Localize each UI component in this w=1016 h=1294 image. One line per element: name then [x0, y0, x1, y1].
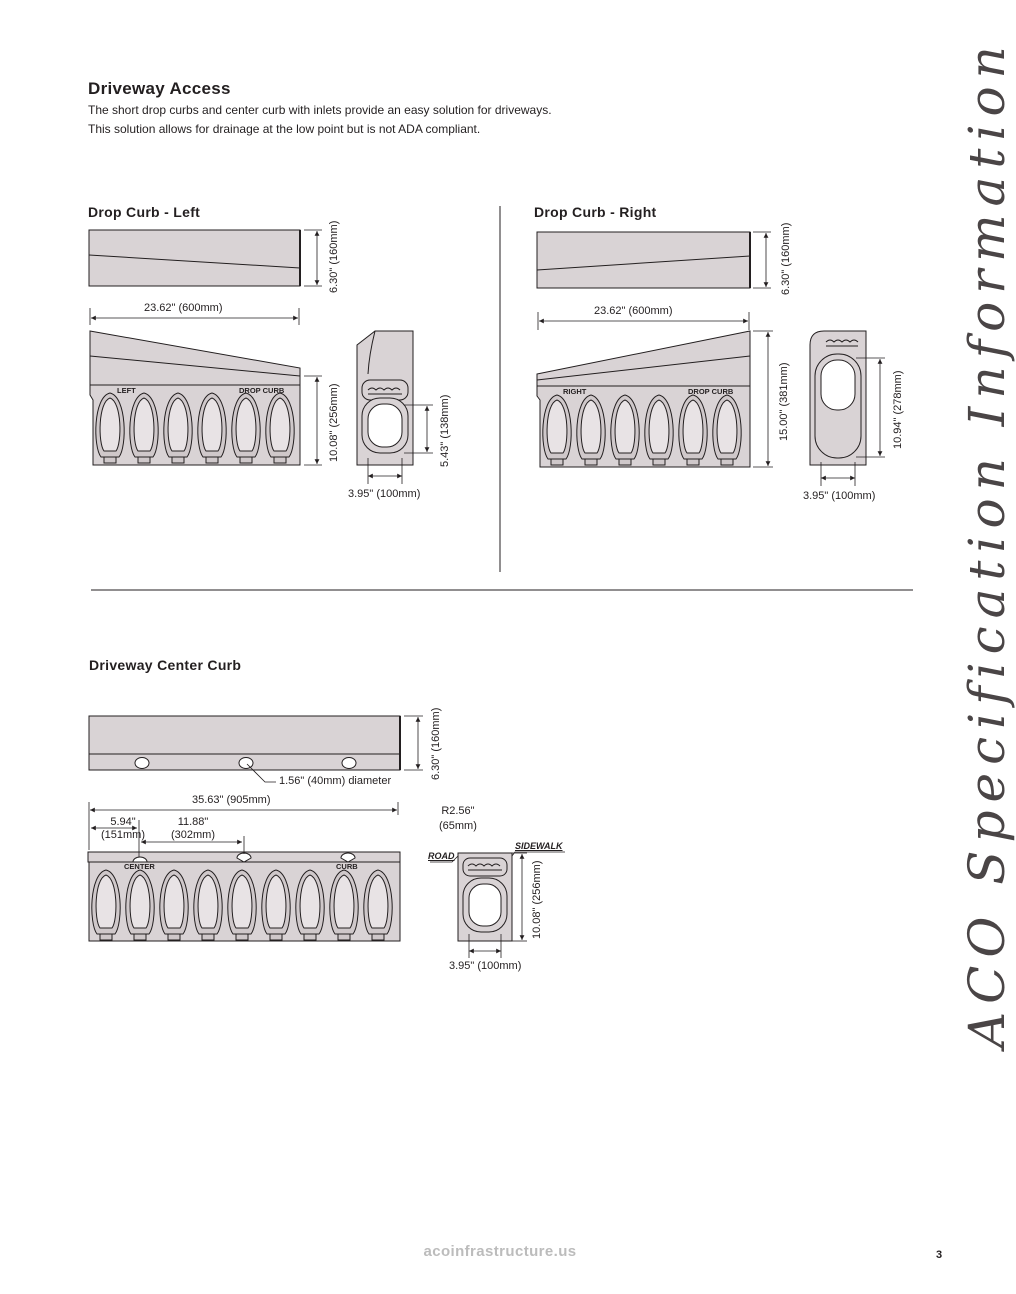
center-tag-curb: CURB: [336, 862, 358, 871]
center-title: Driveway Center Curb: [89, 657, 242, 673]
drop-left-width: 3.95" (100mm): [348, 488, 421, 500]
center-tag-center: CENTER: [124, 862, 155, 871]
page-number: 3: [936, 1249, 943, 1261]
inlet-slot-base: [653, 459, 665, 465]
drop-left-length: 23.62" (600mm): [144, 302, 223, 314]
footer-url[interactable]: acoinfrastructure.us: [423, 1243, 577, 1260]
inlet-slot-base: [206, 457, 218, 463]
inlet-slot-base: [721, 459, 733, 465]
inlet-slot-base: [338, 934, 350, 940]
inlet-slot-inner: [368, 875, 388, 928]
center-section: [458, 853, 512, 941]
center-height-top: 6.30" (160mm): [430, 707, 442, 780]
drop-right-title: Drop Curb - Right: [534, 204, 657, 220]
inlet-slot-base: [104, 457, 116, 463]
inlet-slot-base: [168, 934, 180, 940]
inlet-slot-base: [372, 934, 384, 940]
drop-right-tag-drop: DROP CURB: [688, 387, 734, 396]
intro-line-1: The short drop curbs and center curb with inlets provide an easy solution for driveways.: [88, 103, 552, 117]
drop-right-length: 23.62" (600mm): [594, 305, 673, 317]
drop-left-height-side: 10.08" (256mm): [328, 383, 340, 462]
drop-right-height-top: 6.30" (160mm): [780, 222, 792, 295]
inlet-slot-inner: [130, 875, 150, 928]
drop-right-height-side: 15.00" (381mm): [778, 362, 790, 441]
center-top-view: [89, 716, 400, 770]
inlet-slot-base: [138, 457, 150, 463]
inlet-slot-inner: [134, 398, 154, 451]
inlet-slot-base: [551, 459, 563, 465]
inlet-slot-inner: [717, 400, 737, 453]
drop-right-tag-right: RIGHT: [563, 387, 587, 396]
inlet-slot-base: [274, 457, 286, 463]
drop-right-top-view: [537, 232, 750, 288]
drop-left-tag-left: LEFT: [117, 386, 136, 395]
inlet-slot-inner: [202, 398, 222, 451]
inlet-slot-inner: [547, 400, 567, 453]
inlet-slot-base: [304, 934, 316, 940]
inlet-slot-inner: [232, 875, 252, 928]
inlet-slot-base: [236, 934, 248, 940]
inlet-slot-base: [585, 459, 597, 465]
inlet-slot-inner: [270, 398, 290, 451]
intro-text: [88, 101, 552, 139]
drop-right-inlet-height: 10.94" (278mm): [892, 370, 904, 449]
page-title: Driveway Access: [88, 79, 231, 98]
intro-line-2: This solution allows for drainage at the low point but is not ADA compliant.: [88, 122, 481, 136]
inlet-slot-base: [619, 459, 631, 465]
inlet-slot-inner: [100, 398, 120, 451]
drop-right-width: 3.95" (100mm): [803, 490, 876, 502]
center-radius: R2.56" (65mm): [439, 805, 477, 832]
inlet-slot-base: [134, 934, 146, 940]
center-spacing-2: 11.88" (302mm): [171, 816, 216, 841]
sidewalk-label: SIDEWALK: [515, 841, 563, 851]
sidebar-title: ACO Specification Information: [958, 38, 1016, 1048]
inlet-slot-inner: [615, 400, 635, 453]
drop-left-inlet-height: 5.43" (138mm): [439, 394, 451, 467]
road-label: ROAD: [428, 851, 455, 861]
drop-right-section: [810, 331, 866, 465]
inlet-slot-inner: [300, 875, 320, 928]
drop-left-title: Drop Curb - Left: [88, 204, 201, 220]
center-length: 35.63" (905mm): [192, 794, 271, 806]
drop-left-section: [357, 331, 413, 465]
inlet-slot-base: [172, 457, 184, 463]
center-height-side: 10.08" (256mm): [531, 860, 543, 939]
inlet-slot-base: [687, 459, 699, 465]
inlet-slot-inner: [164, 875, 184, 928]
center-spacing-1: 5.94" (151mm): [101, 816, 146, 841]
center-width: 3.95" (100mm): [449, 960, 522, 972]
inlet-slot-inner: [198, 875, 218, 928]
inlet-slot-base: [270, 934, 282, 940]
inlet-slot-inner: [96, 875, 116, 928]
inlet-slot-base: [240, 457, 252, 463]
inlet-slot-base: [202, 934, 214, 940]
inlet-slot-inner: [649, 400, 669, 453]
drop-left-height-top: 6.30" (160mm): [328, 220, 340, 293]
inlet-slot-inner: [168, 398, 188, 451]
inlet-slot-inner: [266, 875, 286, 928]
inlet-slot-inner: [683, 400, 703, 453]
drop-left-tag-drop: DROP CURB: [239, 386, 285, 395]
inlet-slot-inner: [334, 875, 354, 928]
inlet-slot-inner: [581, 400, 601, 453]
center-diameter: 1.56" (40mm) diameter: [279, 775, 392, 787]
inlet-slot-inner: [236, 398, 256, 451]
drop-left-top-view: [89, 230, 300, 286]
inlet-slot-base: [100, 934, 112, 940]
